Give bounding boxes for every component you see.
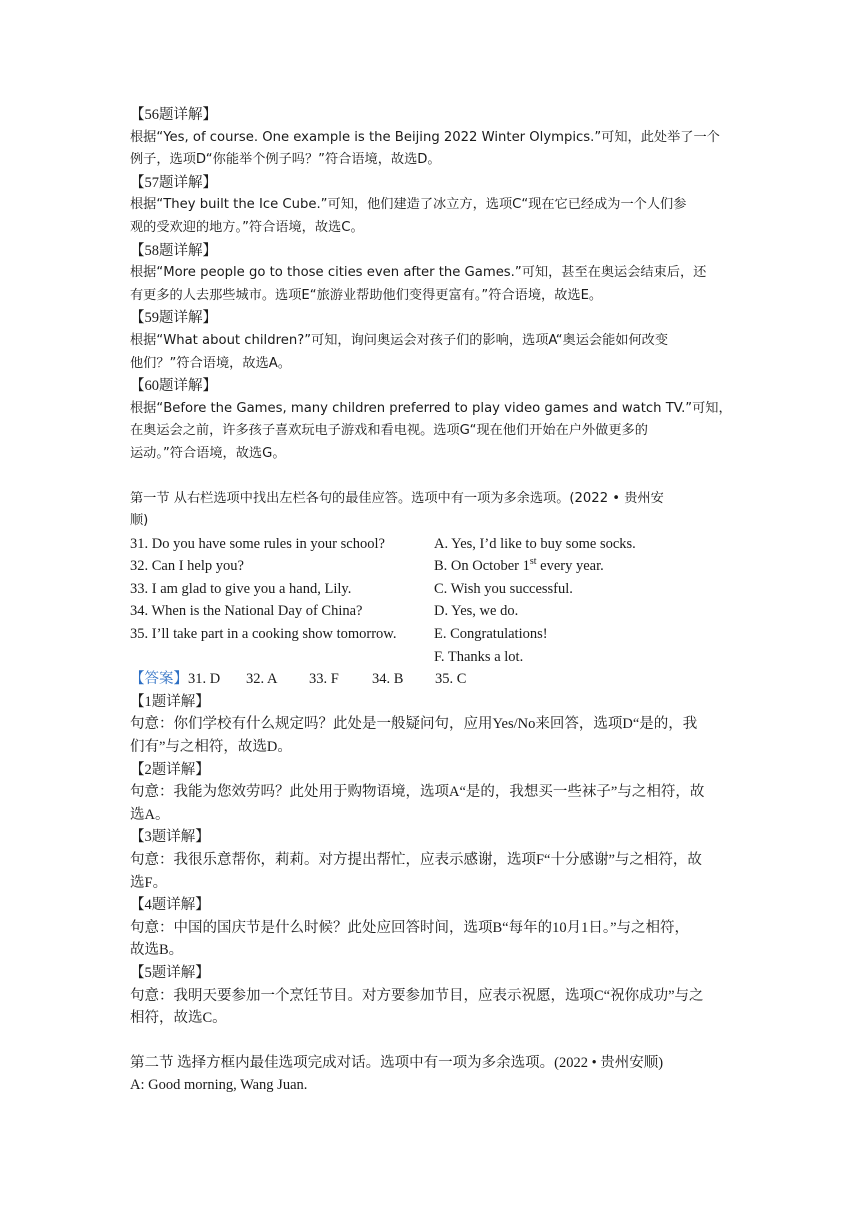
match-row: [130, 533, 730, 556]
explanation-text: 他们？”符合语境，故选A。: [130, 355, 291, 371]
explanation-heading: 【4题详解】: [130, 897, 210, 914]
option-item: A. Yes, I’d like to buy some socks.: [434, 535, 636, 552]
explanation-text: 选F。: [130, 874, 168, 891]
answer-item: 33. F: [309, 671, 339, 688]
explanation-text: 相符，故选C。: [130, 1010, 227, 1027]
explanation-heading: 【57题详解】: [130, 174, 217, 191]
answer-line: [130, 668, 730, 691]
explanation-text: 根据“What about children?”可知，询问奥运会对孩子们的影响，选项A“奥运会能如何改变: [130, 332, 669, 348]
option-item: [434, 555, 604, 578]
section1: [130, 488, 730, 1030]
explanation-text: 句意：我很乐意帮你，莉莉。对方提出帮忙，应表示感谢，选项F“十分感谢”与之相符，故: [130, 852, 702, 868]
match-row: [130, 555, 730, 578]
explanation-text: 运动。”符合语境，故选G。: [130, 445, 286, 461]
document-page: [130, 104, 730, 1097]
question-item: 34. When is the National Day of China?: [130, 603, 363, 620]
option-item: E. Congratulations!: [434, 626, 548, 643]
match-row: [130, 600, 730, 623]
question-item: 32. Can I help you?: [130, 558, 244, 575]
explanation-text: 故选B。: [130, 942, 184, 959]
question-item: 35. I’ll take part in a cooking show tomorrow.: [130, 626, 397, 643]
match-row: [130, 646, 730, 669]
explanation-text: 例子，选项D“你能举个例子吗？”符合语境，故选D。: [130, 152, 441, 168]
answer-item: 31. D: [188, 671, 221, 688]
explanation-text: 句意：中国的国庆节是什么时候？此处应回答时间，选项B“每年的10月1日。”与之相符，: [130, 919, 690, 936]
explanation-text: 选A。: [130, 806, 170, 823]
explanation-heading: 【3题详解】: [130, 829, 210, 846]
section2-title: 第二节 选择方框内最佳选项完成对话。选项中有一项为多余选项。(2022 • 贵州安顺): [130, 1054, 664, 1071]
explanation-text: 有更多的人去那些城市。选项E“旅游业帮助他们变得更富有。”符合语境，故选E。: [130, 287, 603, 303]
explanation-heading: 【1题详解】: [130, 693, 210, 710]
section1-explanations: [130, 691, 730, 1030]
section2: [130, 1052, 730, 1097]
explanation-text: 根据“Yes, of course. One example is the Beijing 2022 Winter Olympics.”可知，此处举了一个: [130, 129, 720, 145]
section1-title-cont: 顺): [130, 513, 149, 529]
option-item: D. Yes, we do.: [434, 603, 519, 620]
explanation-text: 在奥运会之前，许多孩子喜欢玩电子游戏和看电视。选项G“现在他们开始在户外做更多的: [130, 423, 648, 439]
explanation-text: 句意：我明天要参加一个烹饪节目。对方要参加节目，应表示祝愿，选项C“祝你成功”与之: [130, 987, 704, 1004]
explanation-text: 根据“Before the Games, many children preferred to play video games and watch TV.”可知，: [130, 400, 732, 416]
explanation-text: 们有”与之相符，故选D。: [130, 739, 292, 756]
explanation-text: 句意：我能为您效劳吗？此处用于购物语境，选项A“是的，我想买一些袜子”与之相符，故: [130, 784, 705, 801]
option-b-text: B. On October 1: [434, 558, 530, 575]
question-item: 33. I am glad to give you a hand, Lily.: [130, 580, 352, 597]
option-b-tail: every year.: [536, 558, 604, 575]
explanation-heading: 【56题详解】: [130, 107, 217, 123]
explanation-text: 句意：你们学校有什么规定吗？此处是一般疑问句，应用Yes/No来回答，选项D“是的，我: [130, 716, 698, 733]
explanation-heading: 【60题详解】: [130, 378, 217, 395]
answer-item: 35. C: [435, 671, 467, 688]
part1-explanations: [130, 104, 730, 466]
option-b-superscript: st: [529, 556, 537, 568]
question-item: 31. Do you have some rules in your school?: [130, 535, 385, 552]
dialogue-line: A: Good morning, Wang Juan.: [130, 1077, 308, 1094]
explanation-text: 根据“They built the Ice Cube.”可知，他们建造了冰立方，选项C“现在它已经成为一个人们参: [130, 197, 687, 213]
explanation-heading: 【59题详解】: [130, 310, 217, 327]
answer-item: 32. A: [246, 671, 278, 688]
explanation-heading: 【58题详解】: [130, 242, 217, 259]
answer-item: 34. B: [372, 671, 404, 688]
section1-title: 第一节 从右栏选项中找出左栏各句的最佳应答。选项中有一项为多余选项。(2022 • 贵州安: [130, 490, 664, 506]
match-row: [130, 578, 730, 601]
explanation-heading: 【5题详解】: [130, 964, 210, 981]
match-row: [130, 623, 730, 646]
explanation-text: 根据“More people go to those cities even after the Games.”可知，甚至在奥运会结束后，还: [130, 265, 707, 281]
answer-label: 【答案】: [130, 671, 188, 688]
option-item: C. Wish you successful.: [434, 580, 573, 597]
option-item: F. Thanks a lot.: [434, 648, 524, 665]
explanation-text: 观的受欢迎的地方。”符合语境，故选C。: [130, 219, 364, 235]
explanation-heading: 【2题详解】: [130, 761, 210, 778]
